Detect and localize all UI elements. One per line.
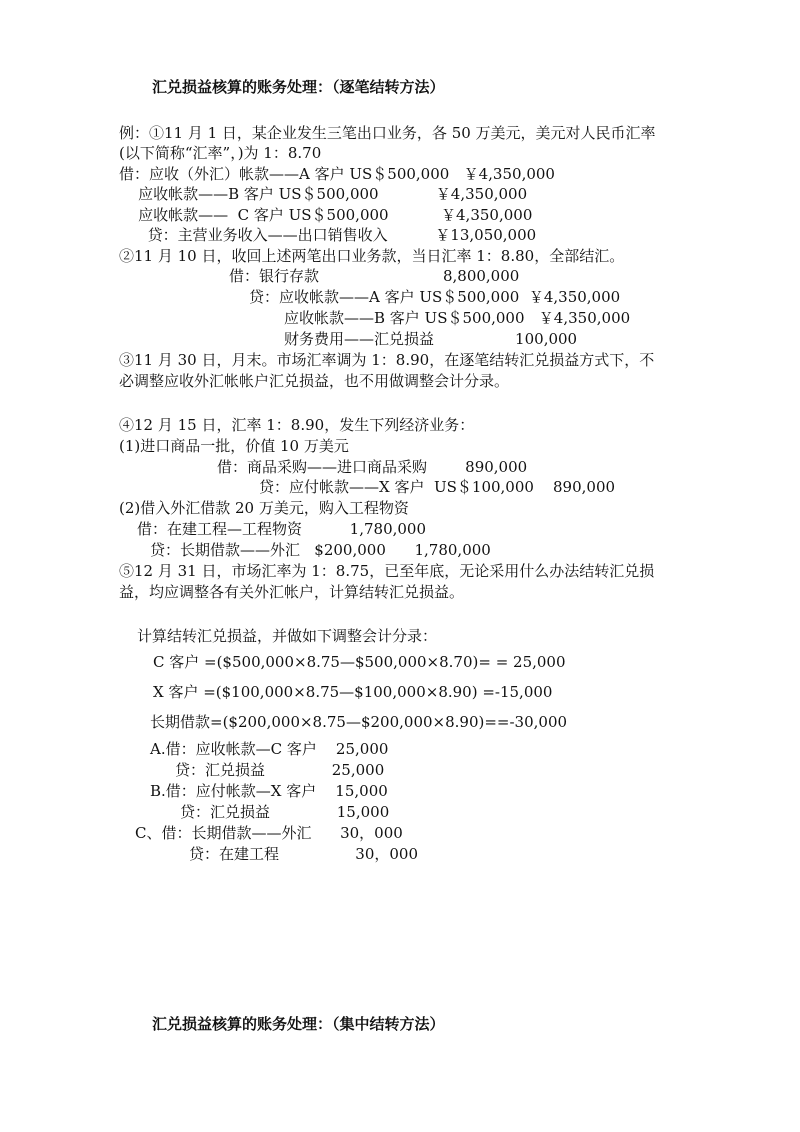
text-line: 例：①11 月 1 日，某企业发生三笔出口业务，各 50 万美元，美元对人民币汇率 [119, 124, 656, 142]
formula-line: 长期借款=($200,000×8.75—$200,000×8.90)==-30,000 [150, 713, 568, 731]
text-line: (1)进口商品一批，价值 10 万美元 [119, 437, 349, 455]
text-line: 贷：在建工程 30，000 [189, 845, 419, 863]
text-line: 借：银行存款 8,800,000 [229, 267, 520, 285]
text-line: ②11 月 10 日，收回上述两笔出口业务款，当日汇率 1：8.80，全部结汇。 [119, 247, 625, 265]
text-line: 借：应收（外汇）帐款——A 客户 US＄500,000 ￥4,350,000 [119, 165, 555, 183]
formula-line: X 客户 =($100,000×8.75—$100,000×8.90) =-15,000 [153, 683, 553, 701]
text-line: 贷：应收帐款——A 客户 US＄500,000 ￥4,350,000 [249, 288, 621, 306]
text-line: 应收帐款—— C 客户 US＄500,000 ￥4,350,000 [119, 206, 533, 224]
text-line: B.借：应付帐款—X 客户 15,000 [150, 782, 388, 800]
text-line: ④12 月 15 日，汇率 1：8.90，发生下列经济业务： [119, 416, 475, 434]
text-line: 应收帐款——B 客户 US＄500,000 ￥4,350,000 [284, 309, 631, 327]
title-centralized: 汇兑损益核算的账务处理：（集中结转方法） [152, 1015, 445, 1033]
text-line: (2)借入外汇借款 20 万美元，购入工程物资 [119, 499, 409, 517]
text-line: ③11 月 30 日，月末。市场汇率调为 1：8.90，在逐笔结转汇兑损益方式下，不 [119, 351, 655, 369]
text-line: 贷：应付帐款——X 客户 US＄100,000 890,000 [259, 478, 616, 496]
text-line: ⑤12 月 31 日，市场汇率为 1：8.75，已至年底，无论采用什么办法结转汇兑损 [119, 562, 655, 580]
title-item-by-item: 汇兑损益核算的账务处理：（逐笔结转方法） [152, 78, 445, 96]
text-line: 借：在建工程—工程物资 1,780,000 [137, 520, 427, 538]
text-line: 财务费用——汇兑损益 100,000 [284, 330, 578, 348]
text-line: (以下简称“汇率”，)为 1：8.70 [119, 144, 322, 162]
text-line: 必调整应收外汇帐帐户汇兑损益，也不用做调整会计分录。 [119, 372, 510, 390]
text-line: A.借：应收帐款—C 客户 25,000 [150, 740, 389, 758]
text-line: C、借：长期借款——外汇 30，000 [135, 824, 403, 842]
text-line: 贷：汇兑损益 15,000 [180, 803, 390, 821]
text-line: 计算结转汇兑损益，并做如下调整会计分录： [137, 627, 438, 645]
text-line: 贷：主营业务收入——出口销售收入 ￥13,050,000 [119, 226, 537, 244]
text-line: 益，均应调整各有关外汇帐户，计算结转汇兑损益。 [119, 583, 465, 601]
text-line: 贷：长期借款——外汇 $200,000 1,780,000 [150, 541, 491, 559]
text-line: 应收帐款——B 客户 US＄500,000 ￥4,350,000 [119, 185, 528, 203]
text-line: 借：商品采购——进口商品采购 890,000 [217, 458, 528, 476]
text-line: 贷：汇兑损益 25,000 [175, 761, 385, 779]
formula-line: C 客户 =($500,000×8.75—$500,000×8.70)= = 25,000 [153, 653, 566, 671]
